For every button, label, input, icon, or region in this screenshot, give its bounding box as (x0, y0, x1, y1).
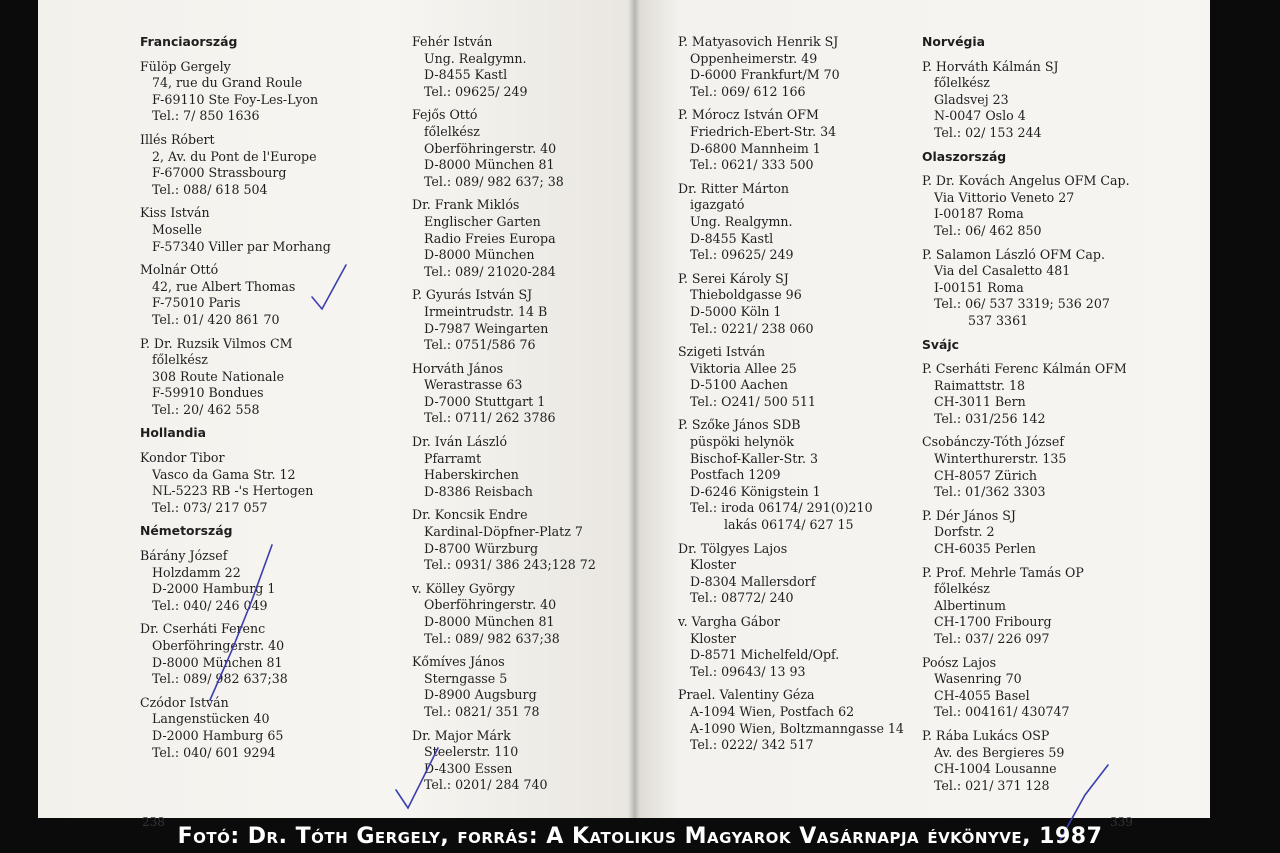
entry-line: D-8000 München 81 (424, 614, 555, 629)
entry-name: Prael. Valentiny Géza (678, 687, 815, 703)
entry-line: Tel.: 0751/586 76 (424, 337, 536, 353)
entry-line: F-59910 Bondues (152, 385, 264, 401)
entry-line: Radio Freies Europa (424, 230, 556, 246)
entry-line: A-1090 Wien, Boltzmanngasse 14 (690, 720, 904, 736)
entry-line: Raimattstr. 18 (934, 377, 1026, 393)
entry-line: Tel.: 09625/ 249 (690, 247, 794, 263)
entry-line: D-7987 Weingarten (424, 320, 549, 336)
country-heading: Svájc (922, 336, 959, 352)
entry-name: Dr. Major Márk (412, 727, 511, 743)
address-entry (412, 581, 596, 647)
address-entry (140, 695, 331, 761)
entry-name: P. Gyurás István SJ (412, 287, 533, 303)
entry-line: Tel.: 0711/ 262 3786 (424, 410, 556, 426)
page-number-left: 238 (142, 815, 165, 829)
address-entry (678, 417, 904, 533)
address-entry (922, 59, 1130, 142)
entry-name: Csobánczy-Tóth József (922, 434, 1064, 450)
address-entry (922, 173, 1130, 239)
entry-name: P. Mórocz István OFM (678, 107, 819, 123)
entry-name: P. Dr. Kovách Angelus OFM Cap. (922, 173, 1130, 189)
entry-line: D-8304 Mallersdorf (690, 573, 816, 589)
entry-name: Kiss István (140, 205, 210, 221)
entry-line: 2, Av. du Pont de l'Europe (152, 148, 317, 164)
entry-line: D-4300 Essen (424, 760, 513, 776)
entry-line: főlelkész (934, 75, 990, 91)
entry-line: Oppenheimerstr. 49 (690, 50, 818, 66)
entry-name: Dr. Iván László (412, 434, 508, 450)
address-entry (678, 614, 904, 680)
entry-line: Vasco da Gama Str. 12 (152, 466, 296, 482)
entry-line: D-5100 Aachen (690, 377, 788, 393)
entry-name: P. Dér János SJ (922, 507, 1016, 523)
address-entry (412, 34, 596, 100)
entry-line: Tel.: 031/256 142 (934, 410, 1046, 426)
address-column-2 (412, 34, 596, 801)
entry-line: D-8000 München (424, 247, 535, 263)
entry-line: Pfarramt (424, 450, 482, 466)
entry-line: Steelerstr. 110 (424, 744, 519, 760)
address-entry (412, 434, 596, 500)
entry-line: Haberskirchen (424, 467, 519, 483)
entry-line: Holzdamm 22 (152, 564, 241, 580)
address-entry (140, 548, 331, 614)
address-entry (922, 247, 1130, 330)
entry-line: D-8386 Reisbach (424, 483, 533, 499)
entry-line: Friedrich-Ebert-Str. 34 (690, 123, 837, 139)
address-entry (922, 508, 1130, 558)
entry-line: Av. des Bergieres 59 (934, 744, 1065, 760)
entry-line: CH-8057 Zürich (934, 467, 1038, 483)
entry-name: Illés Róbert (140, 131, 215, 147)
entry-line: Tel.: 088/ 618 504 (152, 181, 268, 197)
address-entry (412, 654, 596, 720)
entry-line: Viktoria Allee 25 (690, 360, 797, 376)
address-entry (678, 34, 904, 100)
entry-line: Tel.: 037/ 226 097 (934, 631, 1050, 646)
address-entry (412, 507, 596, 573)
entry-line: Moselle (152, 221, 202, 237)
entry-name: Poósz Lajos (922, 654, 997, 670)
entry-line: Kloster (690, 630, 737, 646)
entry-line: Winterthurerstr. 135 (934, 451, 1067, 467)
entry-name: Dr. Koncsik Endre (412, 507, 528, 523)
entry-line: Dorfstr. 2 (934, 524, 995, 540)
entry-line: I-00187 Roma (934, 206, 1024, 222)
entry-line: Tel.: 089/ 982 637;38 (152, 671, 288, 687)
entry-line: Ung. Realgymn. (690, 213, 793, 229)
entry-line: CH-1700 Fribourg (934, 614, 1052, 630)
entry-name: Szigeti István (678, 344, 766, 360)
entry-line: CH-1004 Lousanne (934, 761, 1057, 777)
entry-line: I-00151 Roma (934, 279, 1024, 295)
book-gutter (628, 0, 640, 818)
entry-name: Dr. Tölgyes Lajos (678, 540, 788, 556)
country-heading: Olaszország (922, 148, 1007, 164)
entry-line: lakás 06174/ 627 15 (724, 517, 854, 533)
entry-line: Tel.: 06/ 462 850 (934, 222, 1042, 238)
entry-line: főlelkész (424, 123, 480, 139)
entry-line: CH-4055 Basel (934, 687, 1030, 703)
address-entry (922, 434, 1130, 500)
entry-line: 74, rue du Grand Roule (152, 75, 303, 91)
address-entry (678, 541, 904, 607)
entry-name: P. Salamon László OFM Cap. (922, 246, 1105, 262)
entry-line: F-69110 Ste Foy-Les-Lyon (152, 91, 319, 107)
entry-line: Tel.: 08772/ 240 (690, 590, 794, 606)
entry-line: Oberföhringerstr. 40 (424, 597, 557, 613)
entry-line: Tel.: 09643/ 13 93 (690, 663, 806, 679)
entry-name: Dr. Frank Miklós (412, 197, 520, 213)
entry-line: D-8000 München 81 (152, 654, 283, 670)
address-column-4 (922, 34, 1130, 801)
entry-line: D-6800 Mannheim 1 (690, 140, 821, 156)
entry-line: N-0047 Oslo 4 (934, 108, 1026, 124)
entry-line: Tel.: 021/ 371 128 (934, 777, 1050, 793)
country-heading: Hollandia (140, 425, 207, 441)
entry-line: Englischer Garten (424, 213, 541, 229)
entry-line: D-8455 Kastl (690, 230, 774, 246)
address-entry (922, 655, 1130, 721)
entry-line: NL-5223 RB -'s Hertogen (152, 483, 314, 499)
entry-name: Dr. Cserháti Ferenc (140, 621, 266, 637)
entry-line: D-2000 Hamburg 1 (152, 581, 276, 597)
entry-line: Tel.: 09625/ 249 (424, 83, 528, 99)
country-heading: Franciaország (140, 34, 238, 49)
entry-line: Werastrasse 63 (424, 377, 523, 393)
entry-line: főlelkész (152, 352, 208, 368)
entry-line: Tel.: 0201/ 284 740 (424, 777, 548, 793)
entry-line: Tel.: 0221/ 238 060 (690, 320, 814, 336)
address-entry (412, 107, 596, 190)
entry-line: Tel.: 089/ 21020-284 (424, 263, 556, 279)
entry-line: Tel.: 089/ 982 637; 38 (424, 173, 564, 189)
entry-line: D-8455 Kastl (424, 67, 508, 83)
address-entry (140, 205, 331, 255)
entry-name: Czódor István (140, 694, 229, 710)
entry-line: D-5000 Köln 1 (690, 303, 782, 319)
entry-line: Kardinal-Döpfner-Platz 7 (424, 524, 583, 540)
entry-name: P. Prof. Mehrle Tamás OP (922, 564, 1084, 580)
entry-line: Tel.: 06/ 537 3319; 536 207 (934, 296, 1110, 312)
entry-line: Tel.: 01/362 3303 (934, 484, 1046, 500)
address-entry (678, 687, 904, 753)
entry-line: Gladsvej 23 (934, 91, 1009, 107)
entry-line: 537 3361 (968, 312, 1029, 328)
entry-name: P. Rába Lukács OSP (922, 727, 1050, 743)
entry-name: P. Horváth Kálmán SJ (922, 58, 1059, 74)
entry-line: Irmeintrudstr. 14 B (424, 303, 548, 319)
address-column-3 (678, 34, 904, 761)
entry-line: Oberföhringerstr. 40 (152, 638, 285, 653)
entry-name: Fejős Ottó (412, 107, 478, 123)
entry-line: Tel.: 069/ 612 166 (690, 83, 806, 99)
entry-line: Tel.: 0931/ 386 243;128 72 (424, 557, 596, 573)
entry-name: P. Matyasovich Henrik SJ (678, 34, 839, 49)
entry-name: Dr. Ritter Márton (678, 180, 790, 196)
entry-name: P. Serei Károly SJ (678, 270, 789, 286)
entry-line: Wasenring 70 (934, 671, 1022, 687)
address-entry (140, 132, 331, 198)
entry-line: Kloster (690, 557, 737, 573)
entry-line: Tel.: 040/ 601 9294 (152, 744, 276, 760)
entry-line: D-2000 Hamburg 65 (152, 727, 284, 743)
photo-credit-caption: Fotó: Dr. Tóth Gergely, forrás: A Katolikus Magyarok Vasárnapja évkönyve, 1987 (177, 824, 1103, 849)
address-entry (140, 621, 331, 687)
entry-line: D-6000 Frankfurt/M 70 (690, 67, 840, 83)
entry-line: Tel.: 20/ 462 558 (152, 401, 260, 417)
entry-name: Horváth János (412, 360, 504, 376)
address-entry (140, 450, 331, 516)
entry-line: Tel.: 0621/ 333 500 (690, 157, 814, 173)
entry-line: Tel.: O241/ 500 511 (690, 393, 816, 409)
address-entry (678, 181, 904, 264)
entry-line: D-7000 Stuttgart 1 (424, 393, 546, 409)
entry-name: Fülöp Gergely (140, 58, 231, 74)
address-entry (140, 262, 331, 328)
entry-line: D-8000 München 81 (424, 157, 555, 173)
address-entry (140, 59, 331, 125)
address-entry (922, 565, 1130, 648)
entry-line: D-8571 Michelfeld/Opf. (690, 647, 840, 663)
entry-name: Bárány József (140, 548, 228, 564)
entry-name: v. Vargha Gábor (678, 614, 781, 629)
entry-line: igazgató (690, 197, 745, 213)
entry-line: Tel.: 0821/ 351 78 (424, 703, 540, 719)
address-entry (922, 728, 1130, 794)
page-number-right: 339 (1110, 815, 1133, 829)
address-entry (678, 271, 904, 337)
entry-line: Tel.: 7/ 850 1636 (152, 108, 260, 124)
address-entry (412, 287, 596, 353)
entry-line: Via del Casaletto 481 (934, 263, 1071, 279)
entry-name: Kőmíves János (412, 654, 505, 670)
address-entry (412, 728, 596, 794)
entry-line: F-57340 Viller par Morhang (152, 238, 331, 254)
address-entry (922, 361, 1130, 427)
entry-line: Tel.: 089/ 982 637;38 (424, 630, 560, 646)
entry-line: Tel.: 040/ 246 049 (152, 597, 268, 613)
entry-line: D-8900 Augsburg (424, 687, 537, 703)
entry-name: P. Szőke János SDB (678, 417, 801, 433)
entry-line: F-75010 Paris (152, 295, 241, 311)
entry-line: Albertinum (934, 597, 1006, 613)
entry-line: Sterngasse 5 (424, 670, 508, 686)
entry-line: Via Vittorio Veneto 27 (934, 189, 1075, 205)
entry-name: P. Dr. Ruzsik Vilmos CM (140, 335, 293, 351)
entry-line: Tel.: 02/ 153 244 (934, 124, 1042, 140)
entry-name: P. Cserháti Ferenc Kálmán OFM (922, 361, 1127, 377)
entry-line: Bischof-Kaller-Str. 3 (690, 450, 819, 466)
address-column-1 (140, 34, 331, 768)
entry-line: 308 Route Nationale (152, 368, 285, 384)
entry-line: A-1094 Wien, Postfach 62 (690, 703, 855, 719)
entry-line: 42, rue Albert Thomas (152, 278, 296, 294)
address-entry (678, 344, 904, 410)
entry-name: Kondor Tibor (140, 450, 225, 466)
entry-name: v. Kölley György (412, 580, 515, 596)
entry-line: Ung. Realgymn. (424, 50, 527, 66)
entry-line: F-67000 Strassbourg (152, 165, 287, 181)
address-entry (140, 336, 331, 419)
address-entry (412, 361, 596, 427)
entry-line: Tel.: 01/ 420 861 70 (152, 311, 280, 327)
entry-line: Langenstücken 40 (152, 711, 270, 727)
entry-line: D-6246 Königstein 1 (690, 483, 821, 499)
entry-line: Thieboldgasse 96 (690, 287, 802, 303)
entry-line: Tel.: iroda 06174/ 291(0)210 (690, 500, 873, 516)
entry-line: CH-3011 Bern (934, 394, 1026, 410)
address-entry (412, 197, 596, 280)
entry-line: CH-6035 Perlen (934, 541, 1036, 557)
entry-line: főlelkész (934, 581, 990, 597)
entry-line: Tel.: 004161/ 430747 (934, 704, 1070, 720)
entry-line: Tel.: 0222/ 342 517 (690, 737, 814, 753)
country-heading: Németország (140, 523, 233, 539)
entry-line: püspöki helynök (690, 434, 794, 450)
country-heading: Norvégia (922, 34, 985, 49)
entry-line: Oberföhringerstr. 40 (424, 140, 557, 156)
entry-line: Postfach 1209 (690, 467, 781, 483)
entry-line: D-8700 Würzburg (424, 540, 539, 556)
entry-line: Tel.: 073/ 217 057 (152, 499, 268, 515)
entry-name: Fehér István (412, 34, 493, 49)
entry-name: Molnár Ottó (140, 262, 219, 278)
address-entry (678, 107, 904, 173)
